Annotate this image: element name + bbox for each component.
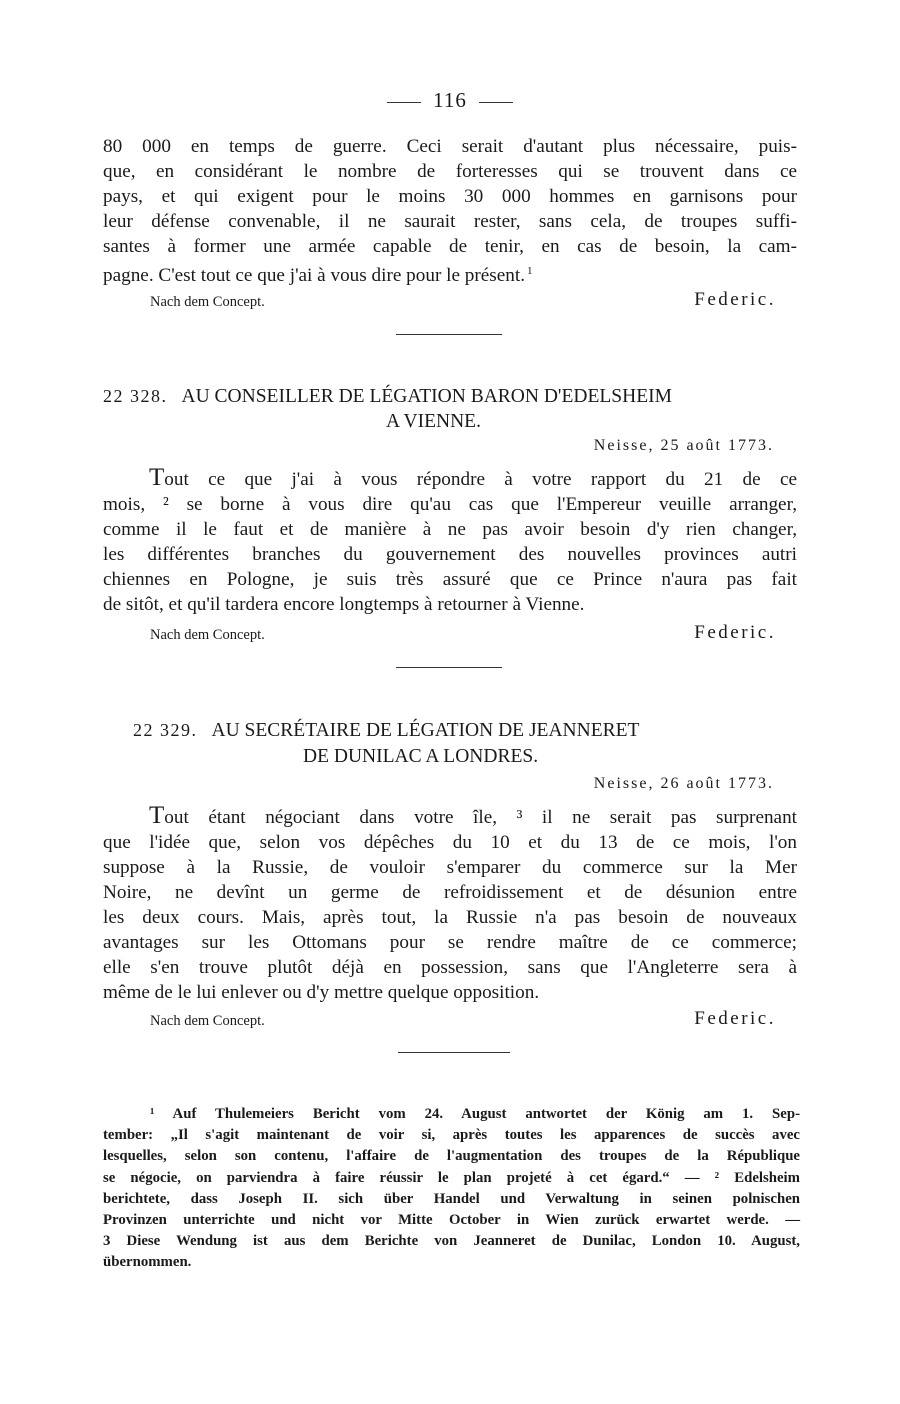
letter-addressee: AU CONSEILLER DE LÉGATION BARON D'EDELSHEIM: [181, 386, 672, 407]
letter-dateline: Neisse, 25 août 1773.: [593, 437, 774, 454]
text-line: Tout étant négociant dans votre île, ³ il ne serait pas surprenant: [149, 802, 797, 829]
footnote-line: ¹ Auf Thulemeiers Bericht vom 24. August antwortet der König am 1. Sep-: [150, 1106, 800, 1122]
letter-number: 22 328.: [103, 386, 168, 406]
letter-addressee-line2: A VIENNE.: [386, 411, 481, 432]
letter-number: 22 329.: [133, 720, 198, 740]
letter-body: [103, 465, 797, 617]
letter-signature-row: [150, 622, 776, 644]
text-line: 80 000 en temps de guerre. Ceci serait d'autant plus nécessaire, puis-: [103, 136, 797, 157]
page-number-dash-right: [479, 102, 513, 103]
text-line: suppose à la Russie, de vouloir s'emparer du commerce sur la Mer: [103, 857, 797, 878]
footnote-line: se négocie, on parviendra à faire réussir le plan projeté à cet égard.“ — ² Edelsheim: [103, 1169, 800, 1186]
source-note: Nach dem Concept.: [150, 294, 265, 310]
section-divider: [398, 1052, 510, 1053]
footnote-line: tember: „Il s'agit maintenant de voir si, après toutes les apparences de succès avec: [103, 1127, 800, 1144]
footnote-line: übernommen.: [103, 1254, 192, 1271]
text-line: santes à former une armée capable de tenir, en cas de besoin, la cam-: [103, 236, 797, 257]
footnote-reference: 1: [527, 265, 533, 277]
page-number-dash-left: [387, 102, 421, 103]
text-line: pays, et qui exigent pour le moins 30 000 hommes en garnisons pour: [103, 186, 797, 207]
signature: Federic.: [694, 622, 776, 643]
footnotes: [103, 1104, 800, 1274]
section-divider: [396, 667, 502, 668]
footnote-line: Provinzen unterrichte und nicht vor Mitte October in Wien zurück erwartet werde. —: [103, 1212, 800, 1229]
text-line: les différentes branches du gouvernement des nouvelles provinces autri: [103, 544, 797, 565]
text-line: avantages sur les Ottomans pour se rendre maître de ce commerce;: [103, 932, 797, 953]
footnote-line: 3 Diese Wendung ist aus dem Berichte von Jeanneret de Dunilac, London 10. August,: [103, 1233, 800, 1250]
text-line: comme il le faut et de manière à ne pas avoir besoin d'y rien changer,: [103, 519, 797, 540]
drop-cap: T: [149, 464, 165, 491]
section-divider: [396, 334, 502, 335]
text-line: même de le lui enlever ou d'y mettre quelque opposition.: [103, 982, 540, 1003]
text-line: elle s'en trouve plutôt déjà en possession, sans que l'Angleterre sera à: [103, 957, 797, 978]
footnote-line: berichtete, dass Joseph II. sich über Handel und Verwaltung in seinen polnischen: [103, 1190, 800, 1207]
drop-cap: T: [149, 802, 165, 829]
text-line: pagne. C'est tout ce que j'ai à vous dire pour le présent. $^1$: [103, 265, 533, 286]
source-note: Nach dem Concept.: [150, 627, 265, 643]
continuation-paragraph: [103, 134, 797, 288]
text-line: chiennes en Pologne, je suis très assuré que ce Prince n'aura pas fait: [103, 569, 797, 590]
letter-signature-row: [150, 1008, 776, 1030]
letter-dateline: Neisse, 26 août 1773.: [593, 775, 774, 792]
text-line: Tout ce que j'ai à vous répondre à votre rapport du 21 de ce: [149, 464, 797, 491]
continuation-signature-row: [150, 289, 776, 311]
text-line: de sitôt, et qu'il tardera encore longtemps à retourner à Vienne.: [103, 594, 585, 615]
page-number: 116: [0, 88, 900, 113]
source-note: Nach dem Concept.: [150, 1013, 265, 1029]
letter-body: [103, 803, 797, 1005]
footnote-line: lesquelles, selon son contenu, l'affaire de l'augmentation des troupes de la République: [103, 1148, 800, 1165]
text-line: les deux cours. Mais, après tout, la Russie n'a pas besoin de nouveaux: [103, 907, 797, 928]
text-line: mois, ² se borne à vous dire qu'au cas que l'Empereur veuille arranger,: [103, 494, 797, 515]
letter-addressee: AU SECRÉTAIRE DE LÉGATION DE JEANNERET: [211, 720, 640, 741]
text-line: que, en considérant le nombre de forteresses qui se trouvent dans ce: [103, 161, 797, 182]
letter-addressee-line2: DE DUNILAC A LONDRES.: [303, 746, 539, 767]
text-line: que l'idée que, selon vos dépêches du 10 et du 13 de ce mois, l'on: [103, 832, 797, 853]
signature: Federic.: [694, 289, 776, 310]
text-line: Noire, ne devînt un germe de refroidissement et de désunion entre: [103, 882, 797, 903]
text-line: leur défense convenable, il ne saurait rester, sans cela, de troupes suffi-: [103, 211, 797, 232]
signature: Federic.: [694, 1008, 776, 1029]
